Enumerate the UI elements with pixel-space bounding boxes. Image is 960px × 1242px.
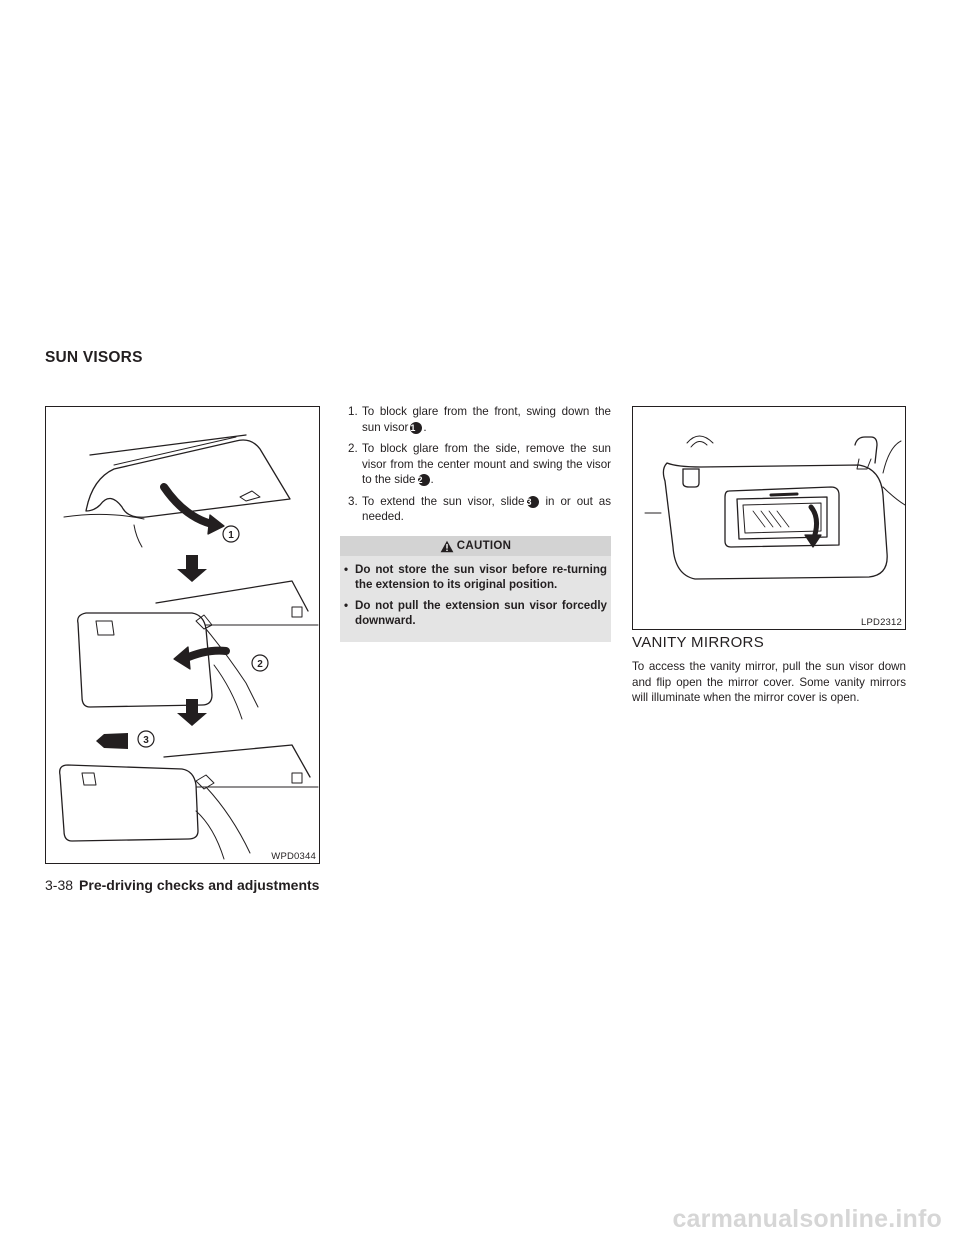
svg-text:1: 1 [228,530,234,541]
caution-list [340,562,611,628]
list-item: 3. To extend the sun visor, slide 3 in or out as needed. [348,494,612,523]
callout-1-icon [223,526,239,542]
chapter-title: Pre-driving checks and adjustments [79,877,320,893]
watermark: carmanualsonline.info [672,1205,942,1233]
vanity-mirror-figure [632,406,906,630]
left-arrow-icon [96,733,128,749]
list-item: • Do not pull the extension sun visor forcedly downward. [344,599,607,627]
callout-1-icon: 1 [410,422,422,434]
page-number: 3-38 [45,877,74,893]
callout-3-icon: 3 [527,496,539,508]
page-footer [45,877,319,893]
vanity-mirror-illustration [633,407,905,629]
sun-visor-figure [45,406,320,864]
warning-triangle-icon [440,540,454,553]
caution-title: CAUTION [456,540,512,552]
list-item: 1. To block glare from the front, swing down the sun visor 1 . [348,405,611,434]
section-title: SUN VISORS [45,349,143,366]
down-arrow-icon [177,555,207,582]
figure-code: LPD2312 [860,617,902,628]
callout-2-icon: 2 [418,474,430,486]
figure-code: WPD0344 [271,851,316,862]
caution-header [340,536,611,556]
list-item: • Do not store the sun visor before re-turning the extension to its original position. [344,563,607,591]
vanity-mirrors-heading: VANITY MIRRORS [632,634,764,651]
callout-2-icon [252,655,268,671]
list-item: 2. To block glare from the side, remove the sun visor from the center mount and swing the visor to the side 2 . [348,442,611,486]
vanity-mirrors-text: To access the vanity mirror, pull the sun visor down and flip open the mirror cover. Some vanity mirrors will illuminate when the mirror cover is open. [632,660,906,704]
svg-text:2: 2 [257,659,263,670]
sun-visor-illustration [46,407,319,863]
callout-3-icon [138,731,154,747]
steps-list [340,404,611,531]
caution-box [340,536,611,642]
svg-text:3: 3 [143,735,149,746]
